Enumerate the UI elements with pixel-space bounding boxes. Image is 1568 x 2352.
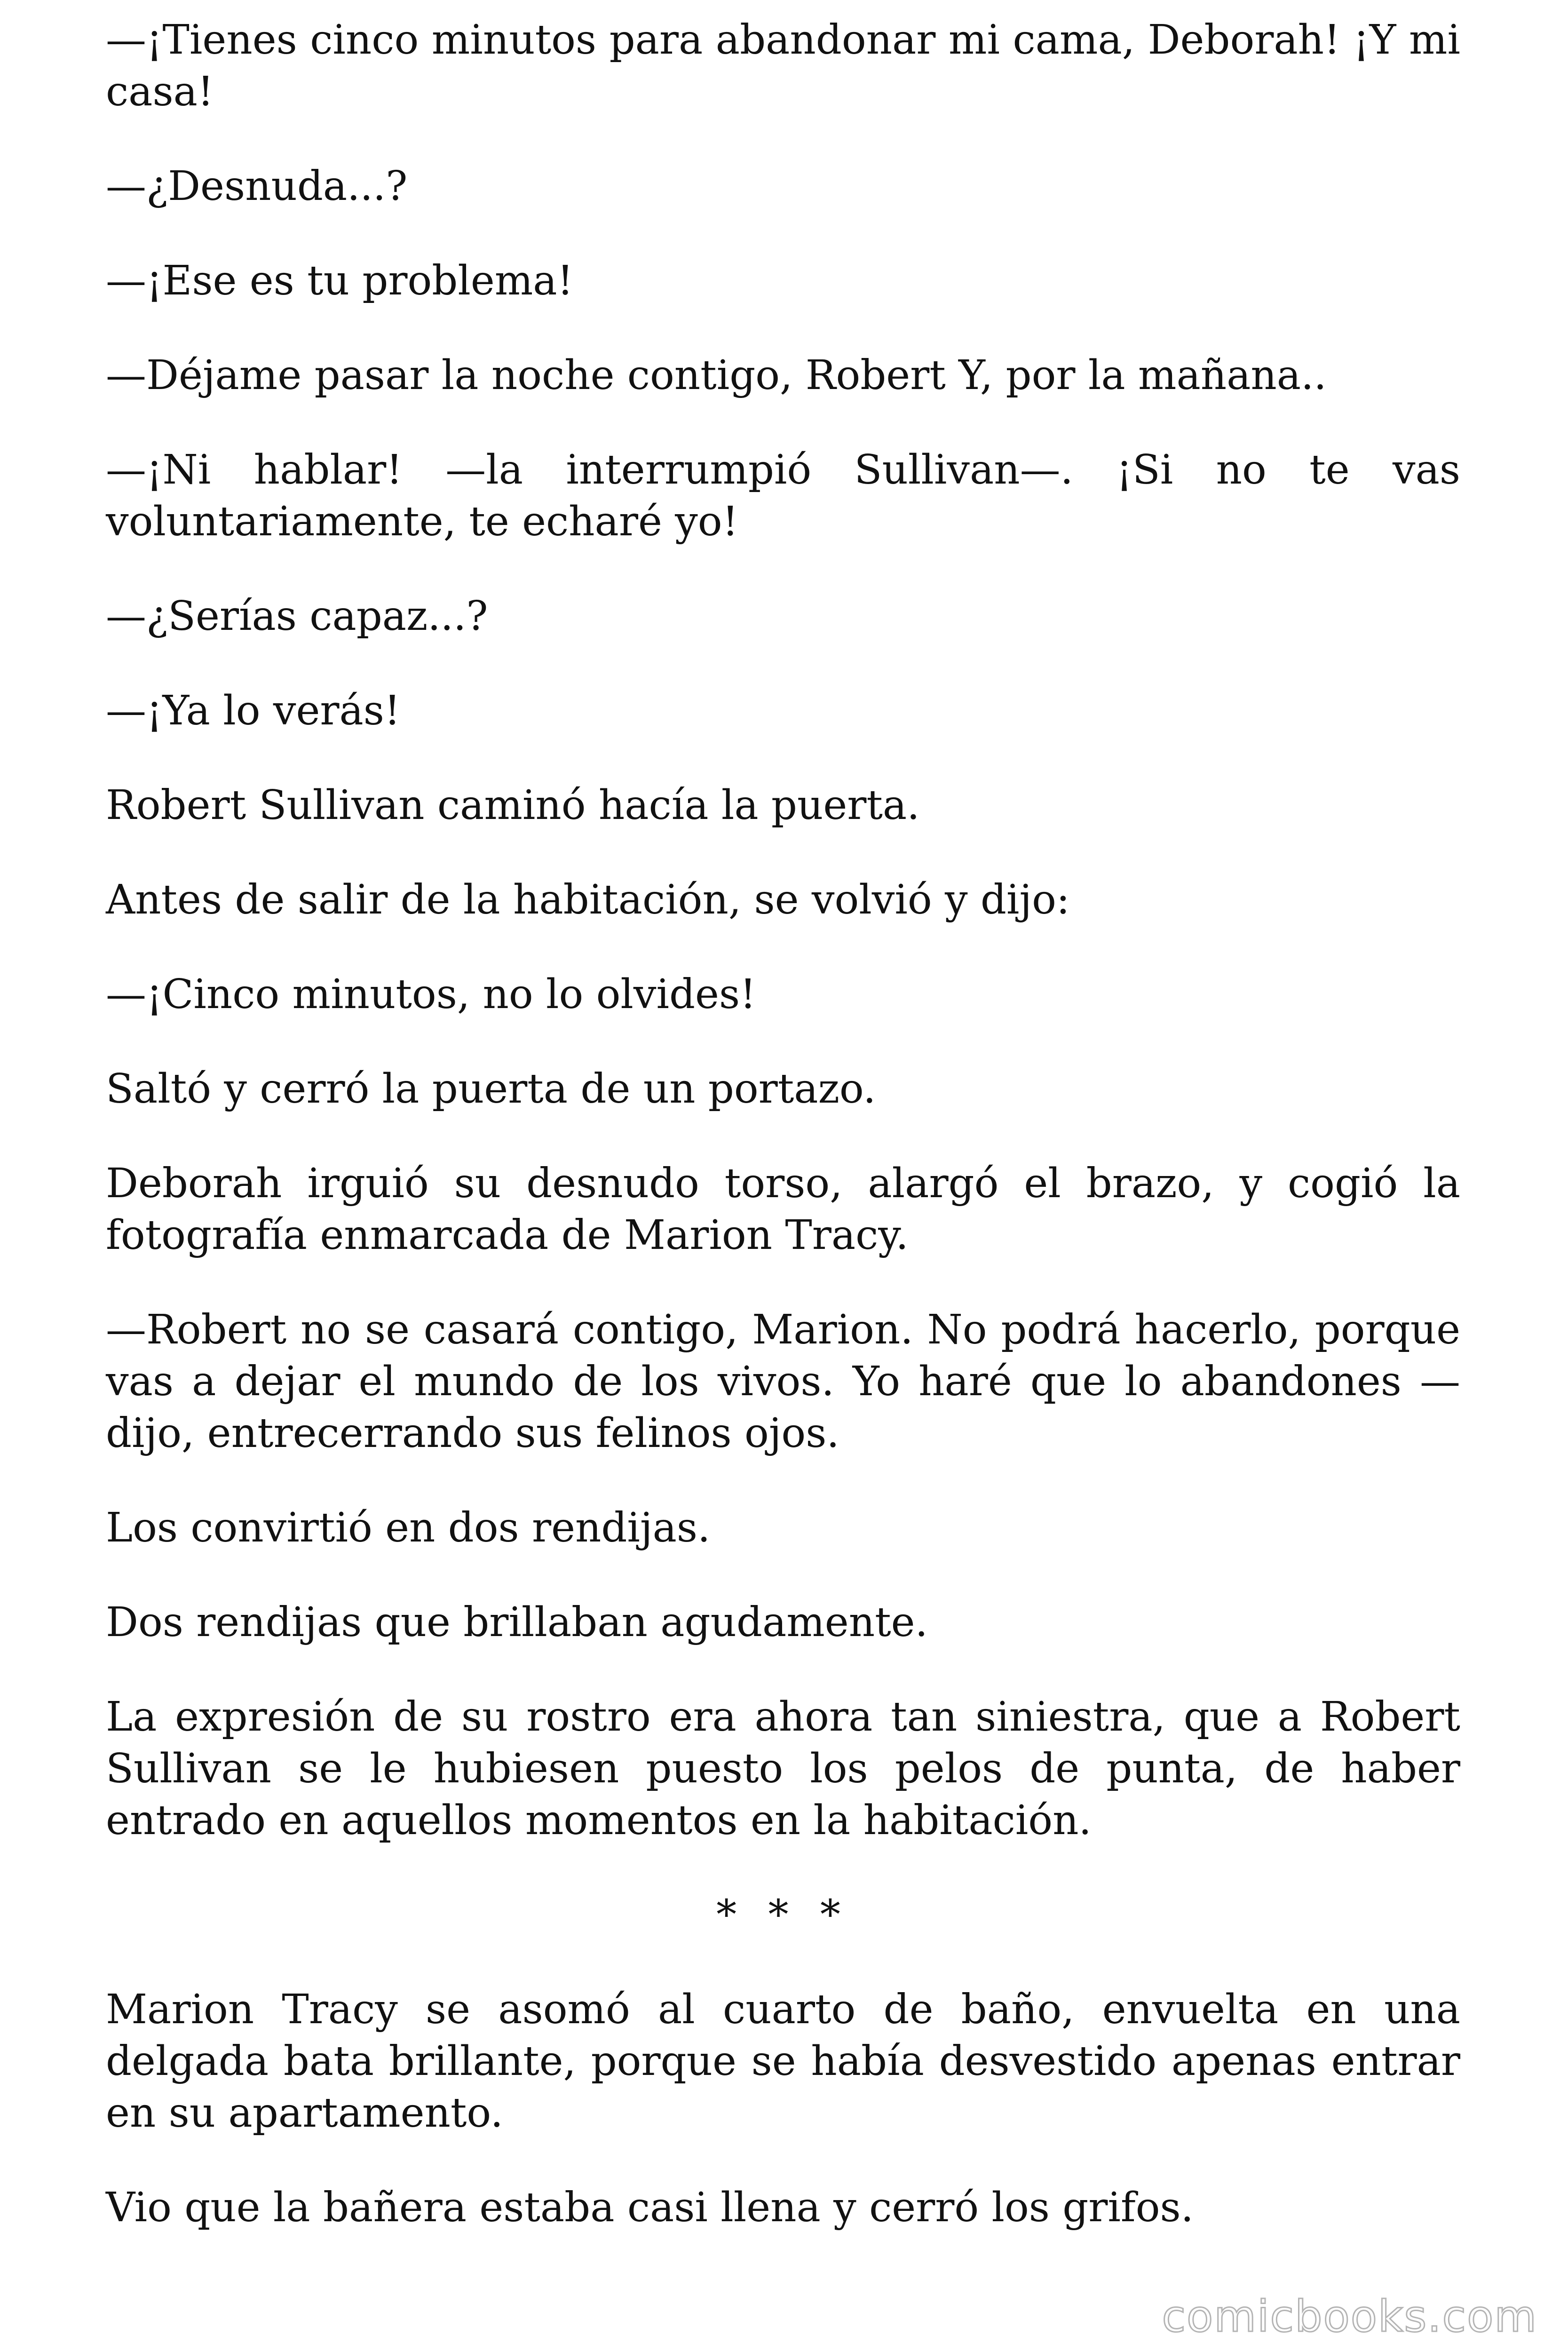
paragraph: —Déjame pasar la noche contigo, Robert Y, por la mañana.. (106, 352, 1327, 399)
paragraph: Dos rendijas que brillaban agudamente. (106, 1599, 928, 1646)
paragraph: —¡Cinco minutos, no lo olvides! (106, 971, 756, 1018)
paragraph: Saltó y cerró la puerta de un portazo. (106, 1065, 876, 1112)
paragraph: Deborah irguió su desnudo torso, alargó el brazo, y cogió la fotografía enmarcada de Marion Tracy. (106, 1160, 1460, 1259)
body-text (106, 14, 1460, 2276)
paragraph: —¡Ni hablar! —la interrumpió Sullivan—. ¡Si no te vas voluntariamente, te echaré yo! (106, 446, 1460, 545)
paragraph: Los convirtió en dos rendijas. (106, 1504, 711, 1551)
paragraph: Marion Tracy se asomó al cuarto de baño, envuelta en una delgada bata brillante, porque se había desvestido apenas entrar en su apartamento. (106, 1986, 1460, 2137)
scene-break: * * * (716, 1891, 850, 1939)
paragraph: Robert Sullivan caminó hacía la puerta. (106, 782, 920, 829)
paragraph: Vio que la bañera estaba casi llena y cerró los grifos. (106, 2184, 1194, 2231)
paragraph: —¡Ese es tu problema! (106, 257, 574, 304)
paragraph: —¿Desnuda...? (106, 163, 408, 210)
paragraph: Antes de salir de la habitación, se volvió y dijo: (106, 876, 1070, 923)
paragraph: —¡Ya lo verás! (106, 687, 401, 734)
paragraph: —Robert no se casará contigo, Marion. No podrá hacerlo, porque vas a dejar el mundo de los vivos. Yo haré que lo abandones —dijo, entrecerrando sus felinos ojos. (106, 1306, 1460, 1457)
paragraph: La expresión de su rostro era ahora tan siniestra, que a Robert Sullivan se le hubiesen puesto los pelos de punta, de haber entrado en aquellos momentos en la habitación. (106, 1693, 1460, 1844)
watermark-logo: comicbooks.com (1162, 2291, 1537, 2342)
paragraph: —¿Serías capaz...? (106, 593, 488, 640)
paragraph: —¡Tienes cinco minutos para abandonar mi cama, Deborah! ¡Y mi casa! (106, 16, 1460, 115)
